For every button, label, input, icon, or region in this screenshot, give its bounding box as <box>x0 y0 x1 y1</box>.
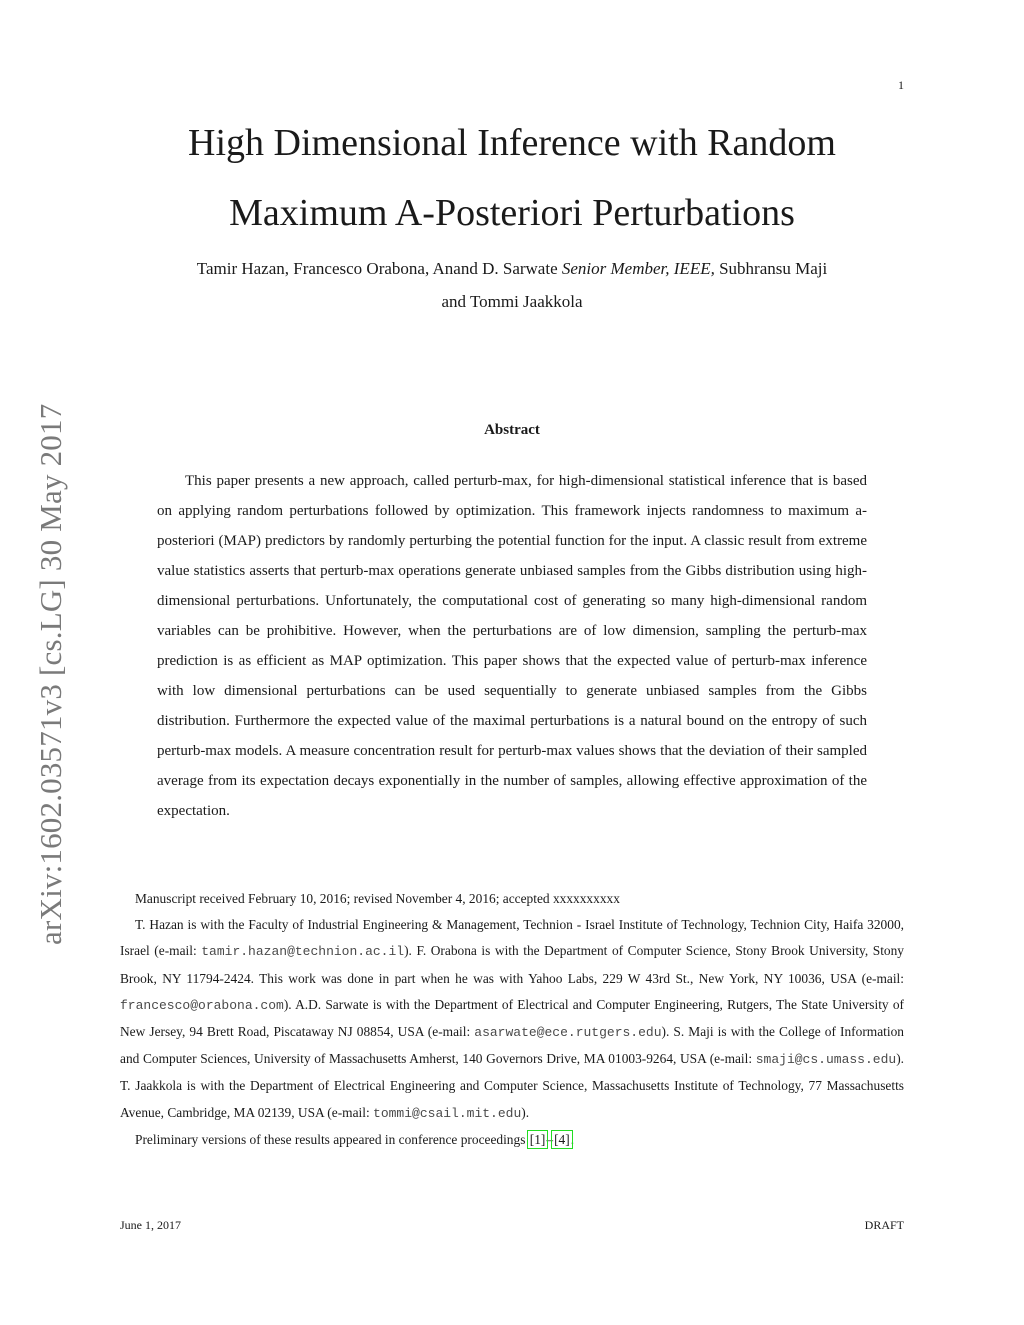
affiliation-text-3: ). A.D. Sarwate is with the Department of Electrical and Computer Engineering, Rutgers, The State University of New Jersey, 94 Brett Road, Piscataway NJ 08854, USA (e-mail: <box>120 996 904 1040</box>
page-number: 1 <box>898 78 904 92</box>
abstract-body: This paper presents a new approach, called perturb-max, for high-dimensional statistical inference that is based on applying random perturbations followed by optimization. This framework injects randomness to maximum a-posteriori (MAP) predictors by randomly perturbing the potential function for the input. A classic result from extreme value statistics asserts that perturb-max operations generate unbiased samples from the Gibbs distribution using high-dimensional perturbations. Unfortunately, the computational cost of generating so many high-dimensional random variables can be prohibitive. However, when the perturbations are of low dimension, sampling the perturb-max prediction is as efficient as MAP optimization. This paper shows that the expected value of perturb-max inference with low dimensional perturbations can be used sequentially to generate unbiased samples from the Gibbs distribution. Furthermore the expected value of the maximal perturbations is a natural bound on the entropy of such perturb-max models. A measure concentration result for perturb-max values shows that the deviation of their sampled average from its expectation decays exponentially in the number of samples, allowing effective approximation of the expectation. <box>157 473 867 819</box>
authors-names-part2: Subhransu Maji <box>714 259 828 278</box>
abstract-heading: Abstract <box>484 422 540 438</box>
affiliation-text-2: ). F. Orabona is with the Department of Computer Science, Stony Brook University, Stony Brook, NY 11794-2424. This work was done in part when he was with Yahoo Labs, 229 W 43rd St., New York, NY 10036, USA (e-mail: <box>120 943 904 986</box>
footnotes <box>120 886 904 1153</box>
affiliation-note <box>120 912 904 1127</box>
affiliation-text-5: ). T. Jaakkola is with the Department of Electrical Engineering and Computer Science, Massachusetts Institute of Technology, 77 Massachusetts Avenue, Cambridge, MA 02139, USA (e-mail: <box>120 1051 904 1120</box>
email-jaakkola[interactable]: tommi@csail.mit.edu <box>373 1105 522 1121</box>
paper-title <box>100 108 924 248</box>
email-sarwate[interactable]: asarwate@ece.rutgers.edu <box>474 1025 662 1041</box>
email-orabona[interactable]: francesco@orabona.com <box>120 997 284 1013</box>
affiliation-text-1: T. Hazan is with the Faculty of Industrial Engineering & Management, Technion - Israel Institute of Technology, Technion City, Haifa 32000, Israel (e-mail: <box>120 917 904 959</box>
email-maji[interactable]: smaji@cs.umass.edu <box>755 1052 897 1068</box>
arxiv-stamp: arXiv:1602.03571v3 [cs.LG] 30 May 2017 <box>33 403 68 945</box>
footer-draft-label: DRAFT <box>864 1218 904 1232</box>
affiliation-text-6: ). <box>521 1104 530 1120</box>
citation-link-1[interactable]: [1] <box>529 1131 546 1147</box>
author-list <box>100 252 924 318</box>
affiliation-text-4: ). S. Maji is with the College of Information and Computer Sciences, University of Massachusetts Amherst, 140 Governors Drive, MA 01003-9264, USA (e-mail: <box>120 1024 904 1067</box>
authors-names-part1: Tamir Hazan, Francesco Orabona, Anand D. Sarwate <box>196 259 562 278</box>
authors-names-line2: and Tommi Jaakkola <box>441 292 583 311</box>
title-line-1: High Dimensional Inference with Random <box>188 122 836 164</box>
manuscript-note: Manuscript received February 10, 2016; revised November 4, 2016; accepted xxxxxxxxxx <box>135 891 620 906</box>
citation-separator: – <box>546 1131 554 1147</box>
citation-link-4[interactable]: [4] <box>554 1131 570 1147</box>
email-hazan[interactable]: tamir.hazan@technion.ac.il <box>201 944 405 960</box>
preliminary-note <box>120 1127 904 1153</box>
title-line-2: Maximum A-Posteriori Perturbations <box>229 192 795 234</box>
preliminary-end: . <box>570 1131 575 1147</box>
preliminary-text: Preliminary versions of these results appeared in conference proceedings <box>135 1131 529 1147</box>
footer-date: June 1, 2017 <box>120 1218 181 1232</box>
author-affiliation: Senior Member, IEEE, <box>561 259 715 278</box>
